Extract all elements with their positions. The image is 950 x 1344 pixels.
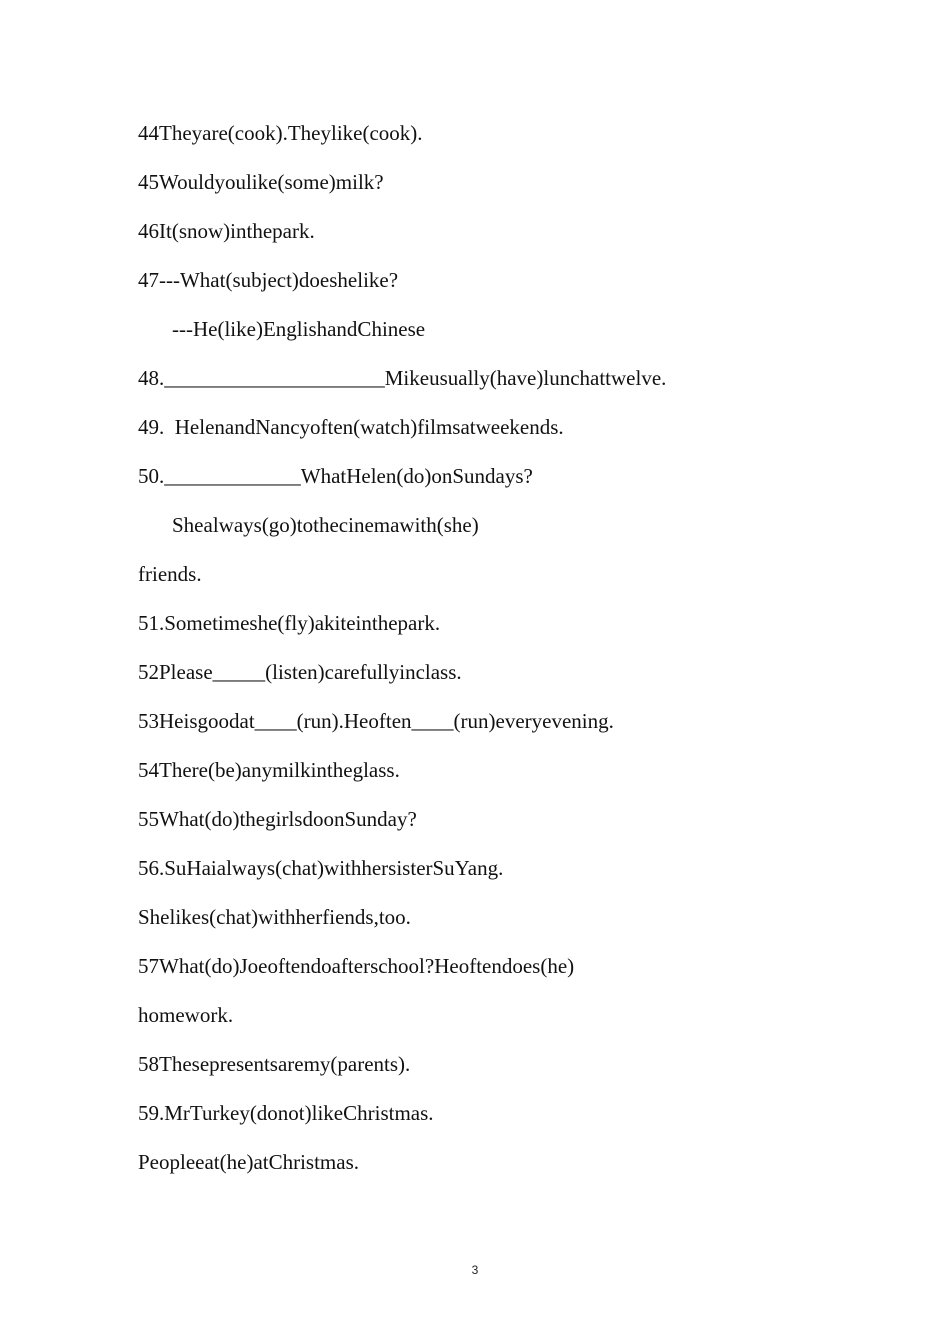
exercise-53: 53Heisgoodat____(run).Heoften____(run)everyevening. xyxy=(138,709,614,733)
exercise-56-continuation: Shelikes(chat)withherfiends,too. xyxy=(138,905,411,929)
exercise-49: 49. HelenandNancyoften(watch)filmsatweekends. xyxy=(138,415,564,439)
exercise-list xyxy=(138,118,858,1196)
exercise-55: 55What(do)thegirlsdoonSunday? xyxy=(138,807,417,831)
exercise-57: 57What(do)Joeoftendoafterschool?Heoftendoes(he) xyxy=(138,954,575,978)
page-number: 3 xyxy=(471,1263,479,1277)
exercise-47-answer: ---He(like)EnglishandChinese xyxy=(172,317,426,341)
exercise-48: 48._____________________Mikeusually(have)lunchattwelve. xyxy=(138,366,667,390)
exercise-56: 56.SuHaialways(chat)withhersisterSuYang. xyxy=(138,856,504,880)
exercise-54: 54There(be)anymilkintheglass. xyxy=(138,758,400,782)
exercise-59: 59.MrTurkey(donot)likeChristmas. xyxy=(138,1101,434,1125)
exercise-44: 44Theyare(cook).Theylike(cook). xyxy=(138,121,423,145)
exercise-50-answer: Shealways(go)tothecinemawith(she) xyxy=(172,513,479,537)
exercise-51: 51.Sometimeshe(fly)akiteinthepark. xyxy=(138,611,441,635)
exercise-47: 47---What(subject)doeshelike? xyxy=(138,268,399,292)
exercise-59-continuation: Peopleeat(he)atChristmas. xyxy=(138,1150,360,1174)
exercise-50: 50._____________WhatHelen(do)onSundays? xyxy=(138,464,533,488)
exercise-50-continuation: friends. xyxy=(138,562,202,586)
exercise-45: 45Wouldyoulike(some)milk? xyxy=(138,170,384,194)
exercise-58: 58Thesepresentsaremy(parents). xyxy=(138,1052,411,1076)
exercise-52: 52Please_____(listen)carefullyinclass. xyxy=(138,660,462,684)
exercise-57-continuation: homework. xyxy=(138,1003,234,1027)
exercise-46: 46It(snow)inthepark. xyxy=(138,219,315,243)
